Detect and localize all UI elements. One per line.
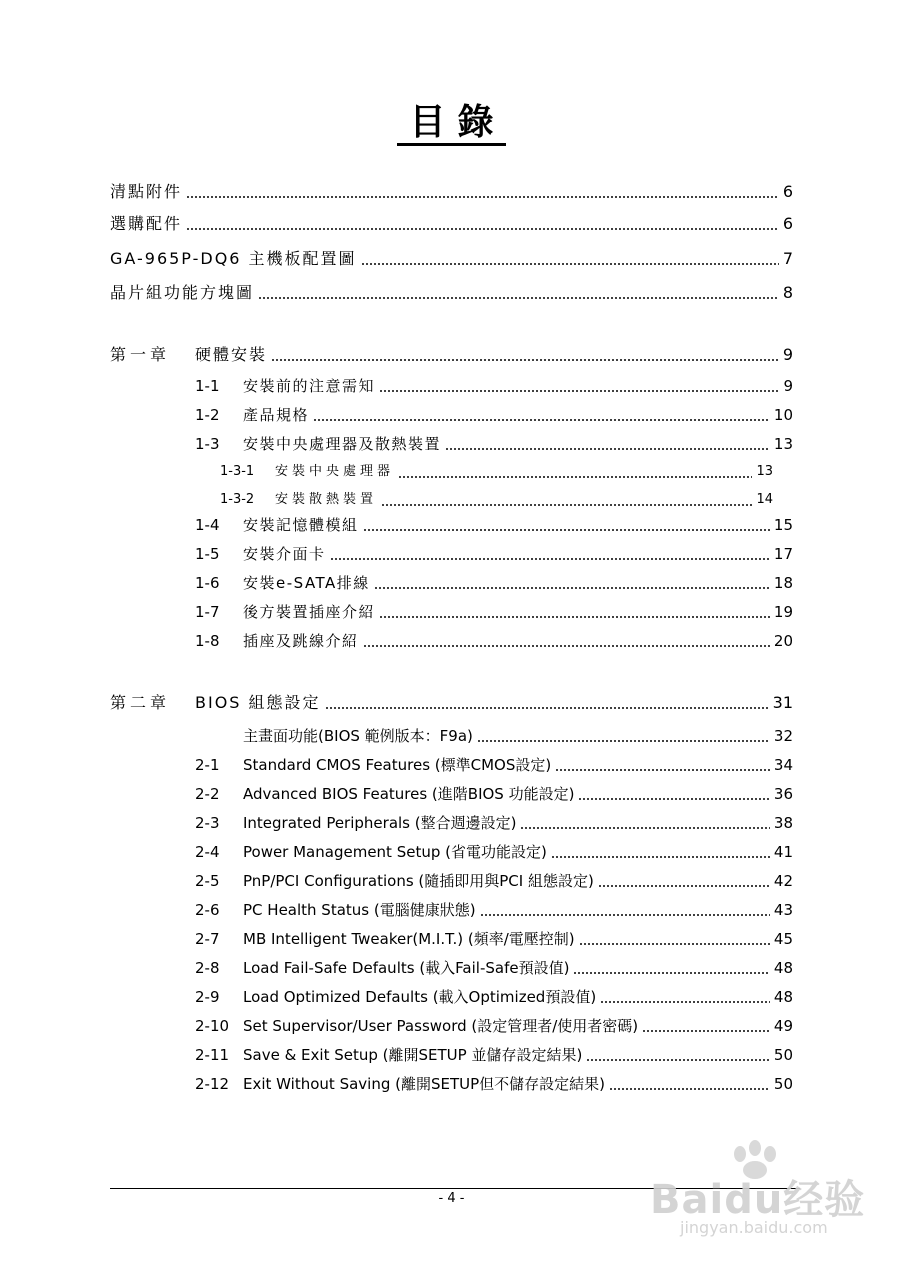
toc-entry <box>195 987 793 1007</box>
toc-entry-label: 安裝e-SATA排線 <box>243 574 370 592</box>
dot-leader <box>271 359 779 361</box>
toc-entry-label: Save & Exit Setup (離開SETUP 並儲存設定結果) <box>243 1046 583 1064</box>
toc-entry-page: 45 <box>773 930 793 948</box>
toc-entry-number: 1-2 <box>195 406 220 424</box>
toc-entry-number: 第二章 <box>110 693 171 712</box>
toc-entry-label: 晶片組功能方塊圖 <box>110 283 255 302</box>
toc-entry-label: Standard CMOS Features (標準CMOS設定) <box>243 756 552 774</box>
toc-entry-page: 36 <box>773 785 793 803</box>
toc-entry-label: 安裝中央處理器及散熱裝置 <box>243 435 442 453</box>
toc-entry-number: 2-12 <box>195 1075 230 1093</box>
toc-entry <box>195 813 793 833</box>
toc-entry-page: 49 <box>773 1017 793 1035</box>
toc-entry-label: Load Fail-Safe Defaults (載入Fail-Safe預設值) <box>243 959 570 977</box>
dot-leader <box>258 297 779 299</box>
toc-entry-label: GA-965P-DQ6 主機板配置圖 <box>110 249 357 268</box>
toc-entry <box>195 1074 793 1094</box>
toc-entry-page: 6 <box>782 214 793 233</box>
page-title: 目錄 <box>0 100 903 146</box>
toc-entry-page: 38 <box>773 814 793 832</box>
toc-entry <box>195 1045 793 1065</box>
toc-entry-page: 8 <box>782 283 793 302</box>
dot-leader <box>379 616 770 618</box>
dot-leader <box>186 228 779 230</box>
toc-entry <box>220 462 773 482</box>
dot-leader <box>598 885 770 887</box>
toc-entry-page: 9 <box>782 345 793 364</box>
toc-entry-label: Advanced BIOS Features (進階BIOS 功能設定) <box>243 785 575 803</box>
toc-entry-label: 安裝中央處理器 <box>275 464 395 479</box>
toc-entry <box>195 515 793 535</box>
toc-entry-number: 1-5 <box>195 545 220 563</box>
dot-leader <box>520 827 769 829</box>
toc-entry-page: 9 <box>783 377 793 395</box>
toc-entry-number: 2-8 <box>195 959 220 977</box>
toc-entry-number: 1-7 <box>195 603 220 621</box>
dot-leader <box>642 1030 770 1032</box>
toc-entry-number: 2-1 <box>195 756 220 774</box>
toc-entry-label: 安裝介面卡 <box>243 545 326 563</box>
toc-entry-page: 14 <box>756 492 773 507</box>
toc-entry-number: 2-4 <box>195 843 220 861</box>
toc-entry-label: 硬體安裝 <box>195 345 268 364</box>
toc-entry <box>195 1016 793 1036</box>
toc-entry-number: 1-3-1 <box>220 464 255 479</box>
toc-entry <box>110 345 793 365</box>
toc-entry <box>195 784 793 804</box>
toc-entry-label: Integrated Peripherals (整合週邊設定) <box>243 814 517 832</box>
toc-entry <box>195 929 793 949</box>
toc-entry <box>195 602 793 622</box>
toc-entry <box>195 405 793 425</box>
dot-leader <box>313 419 770 421</box>
toc-entry-number: 1-3-2 <box>220 492 255 507</box>
dot-leader <box>573 972 769 974</box>
dot-leader <box>330 558 770 560</box>
toc-entry <box>220 490 773 510</box>
toc-entry <box>195 900 793 920</box>
toc-entry-label: 後方裝置插座介紹 <box>243 603 376 621</box>
footer-page-number: - 4 - <box>438 1191 465 1206</box>
toc-entry-page: 41 <box>773 843 793 861</box>
toc-entry <box>195 376 793 396</box>
dot-leader <box>480 914 770 916</box>
toc-entry-number: 2-6 <box>195 901 220 919</box>
toc-entry-number: 2-3 <box>195 814 220 832</box>
toc-entry-number: 1-6 <box>195 574 220 592</box>
toc-entry-label: PnP/PCI Configurations (隨插即用與PCI 組態設定) <box>243 872 594 890</box>
dot-leader <box>374 587 770 589</box>
dot-leader <box>363 645 770 647</box>
dot-leader <box>379 390 779 392</box>
toc-entry-label: PC Health Status (電腦健康狀態) <box>243 901 476 919</box>
toc-entry-page: 32 <box>773 727 793 745</box>
toc-entry <box>110 214 793 234</box>
toc-entry-label: 選購配件 <box>110 214 183 233</box>
dot-leader <box>445 448 770 450</box>
toc-entry-number: 1-4 <box>195 516 220 534</box>
toc-entry-number: 第一章 <box>110 345 171 364</box>
dot-leader <box>609 1088 770 1090</box>
toc-entry-page: 48 <box>773 988 793 1006</box>
toc-entry-page: 31 <box>772 693 793 712</box>
toc-entry-page: 50 <box>773 1046 793 1064</box>
toc-entry-number: 1-3 <box>195 435 220 453</box>
toc-entry-page: 17 <box>773 545 793 563</box>
toc-entry-number: 1-8 <box>195 632 220 650</box>
dot-leader <box>586 1059 770 1061</box>
toc-entry-page: 13 <box>756 464 773 479</box>
toc-entry <box>195 631 793 651</box>
toc-entry <box>195 434 793 454</box>
toc-entry-label: 清點附件 <box>110 182 183 201</box>
dot-leader <box>361 263 779 265</box>
toc-entry <box>195 726 793 746</box>
toc-entry-page: 48 <box>773 959 793 977</box>
toc-entry-label: 產品規格 <box>243 406 310 424</box>
dot-leader <box>381 504 752 506</box>
toc-entry-number: 1-1 <box>195 377 220 395</box>
toc-entry-number: 2-5 <box>195 872 220 890</box>
toc-entry-label: BIOS 組態設定 <box>195 693 321 712</box>
toc-entry-label: 安裝散熱裝置 <box>275 492 378 507</box>
toc-entry-page: 7 <box>782 249 793 268</box>
toc-entry <box>195 871 793 891</box>
dot-leader <box>551 856 770 858</box>
toc-entry-page: 42 <box>773 872 793 890</box>
toc-entry-page: 34 <box>773 756 793 774</box>
dot-leader <box>477 740 770 742</box>
toc-entry-page: 6 <box>782 182 793 201</box>
toc-entry <box>195 958 793 978</box>
watermark-url: jingyan.baidu.com <box>680 1218 828 1237</box>
toc-entry-label: 插座及跳線介紹 <box>243 632 359 650</box>
toc-entry-label: 安裝記憶體模組 <box>243 516 359 534</box>
toc-entry-number: 2-11 <box>195 1046 230 1064</box>
toc-entry-number: 2-10 <box>195 1017 230 1035</box>
toc-entry-label: MB Intelligent Tweaker(M.I.T.) (頻率/電壓控制) <box>243 930 575 948</box>
toc-entry-number: 2-2 <box>195 785 220 803</box>
toc-entry <box>195 573 793 593</box>
toc-entry <box>110 693 793 713</box>
dot-leader <box>398 476 752 478</box>
toc-entry-page: 15 <box>773 516 793 534</box>
toc-entry-number: 2-9 <box>195 988 220 1006</box>
toc-entry <box>110 249 793 269</box>
toc-entry-number: 2-7 <box>195 930 220 948</box>
toc-entry-label: 主畫面功能(BIOS 範例版本：F9a) <box>243 727 473 745</box>
dot-leader <box>579 943 770 945</box>
toc-entry-label: Load Optimized Defaults (載入Optimized預設值) <box>243 988 597 1006</box>
toc-entry-page: 10 <box>773 406 793 424</box>
toc-entry-page: 19 <box>773 603 793 621</box>
toc-entry-label: Power Management Setup (省電功能設定) <box>243 843 547 861</box>
toc-entry-page: 18 <box>773 574 793 592</box>
toc-entry-page: 20 <box>773 632 793 650</box>
toc-entry <box>195 544 793 564</box>
toc-entry-label: Exit Without Saving (離開SETUP但不儲存設定結果) <box>243 1075 606 1093</box>
toc-entry <box>195 755 793 775</box>
toc-entry-page: 43 <box>773 901 793 919</box>
toc-entry <box>195 842 793 862</box>
toc-entry-page: 13 <box>773 435 793 453</box>
dot-leader <box>600 1001 770 1003</box>
baidu-watermark <box>640 1140 880 1250</box>
dot-leader <box>363 529 770 531</box>
toc-entry <box>110 283 793 303</box>
toc-entry-label: Set Supervisor/User Password (設定管理者/使用者密碼) <box>243 1017 639 1035</box>
toc-entry <box>110 182 793 202</box>
dot-leader <box>555 769 770 771</box>
dot-leader <box>325 707 769 709</box>
toc-entry-label: 安裝前的注意需知 <box>243 377 376 395</box>
dot-leader <box>186 196 779 198</box>
dot-leader <box>578 798 769 800</box>
toc-entry-page: 50 <box>773 1075 793 1093</box>
watermark-logo: Baidu经验 <box>650 1177 866 1223</box>
